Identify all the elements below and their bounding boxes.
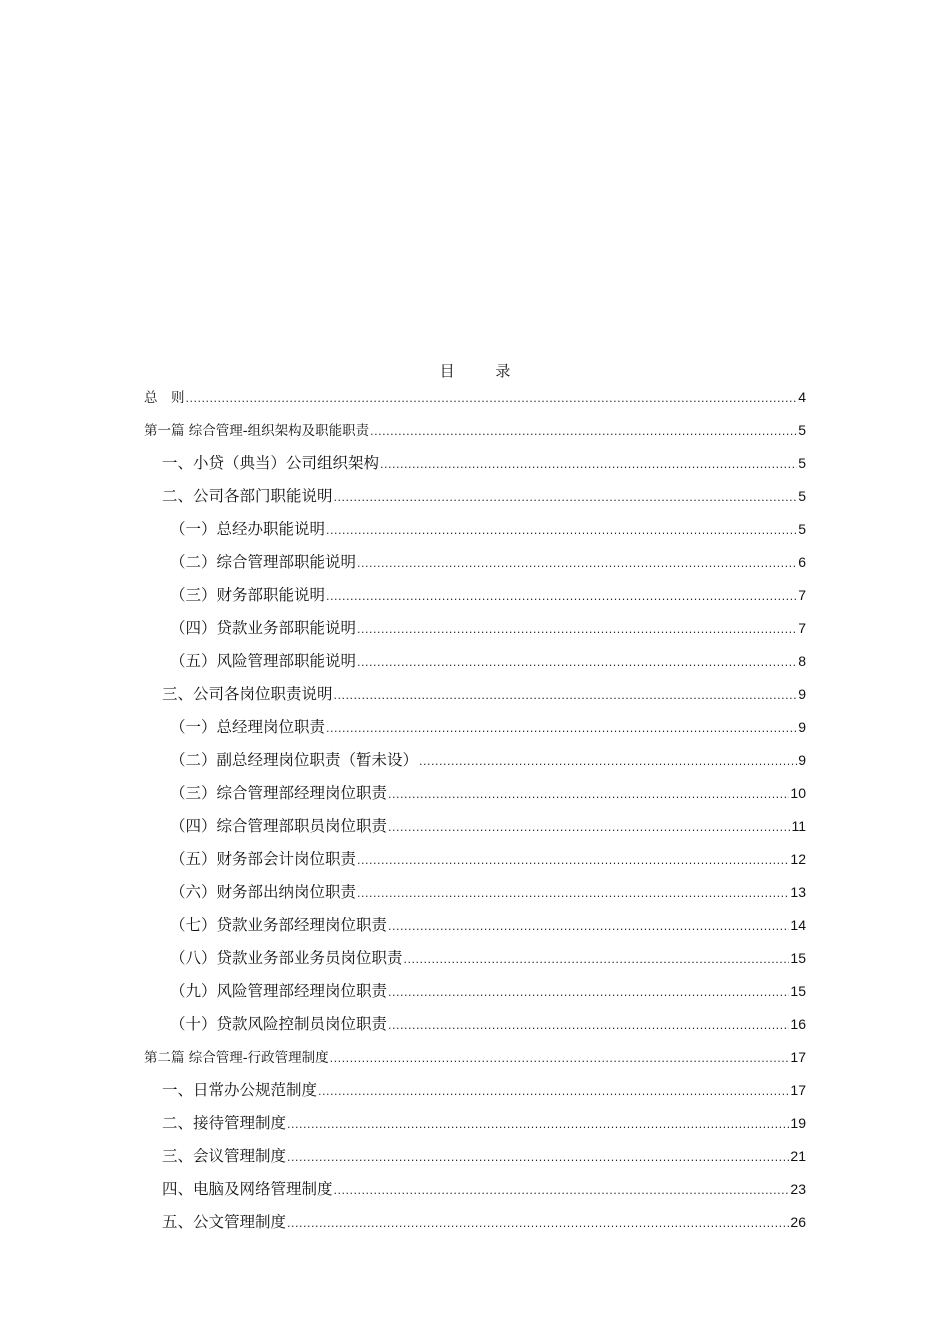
toc-entry[interactable] xyxy=(144,414,806,447)
toc-entry[interactable] xyxy=(144,1074,806,1107)
toc-entry-page: 9 xyxy=(798,752,806,768)
toc-entry-page: 17 xyxy=(790,1082,806,1098)
toc-leader-dots xyxy=(380,448,797,481)
toc-entry-page: 19 xyxy=(790,1115,806,1131)
toc-entry-page: 5 xyxy=(798,422,806,438)
toc-leader-dots xyxy=(357,613,797,646)
toc-leader-dots xyxy=(419,745,797,778)
toc-entry-page: 26 xyxy=(790,1214,806,1230)
toc-entry-page: 7 xyxy=(798,620,806,636)
toc-entry[interactable] xyxy=(144,909,806,942)
toc-entry[interactable] xyxy=(144,678,806,711)
toc-leader-dots xyxy=(334,679,798,712)
toc-leader-dots xyxy=(326,712,797,745)
toc-entry[interactable] xyxy=(144,1206,806,1239)
toc-leader-dots xyxy=(334,1174,790,1207)
toc-entry-page: 12 xyxy=(790,851,806,867)
toc-entry-label: 第一篇 综合管理-组织架构及职能职责 xyxy=(144,423,370,439)
toc-entry-label: （九）风险管理部经理岗位职责 xyxy=(170,982,388,1000)
toc-entry[interactable] xyxy=(144,546,806,579)
toc-entry-page: 13 xyxy=(790,884,806,900)
toc-entry-label: 第二篇 综合管理-行政管理制度 xyxy=(144,1050,329,1066)
table-of-contents xyxy=(144,381,806,1239)
toc-leader-dots xyxy=(334,481,798,514)
toc-entry-label: 五、公文管理制度 xyxy=(162,1213,287,1231)
toc-entry-page: 21 xyxy=(790,1148,806,1164)
toc-entry[interactable] xyxy=(144,447,806,480)
toc-entry-label: 三、会议管理制度 xyxy=(162,1147,287,1165)
toc-entry-label: 三、公司各岗位职责说明 xyxy=(162,685,333,703)
toc-entry[interactable] xyxy=(144,1008,806,1041)
toc-entry[interactable] xyxy=(144,843,806,876)
toc-entry-page: 23 xyxy=(790,1181,806,1197)
toc-entry-label: （六）财务部出纳岗位职责 xyxy=(170,883,357,901)
toc-entry-label: （五）风险管理部职能说明 xyxy=(170,652,357,670)
toc-leader-dots xyxy=(326,514,797,547)
toc-entry[interactable] xyxy=(144,513,806,546)
toc-entry-label: 四、电脑及网络管理制度 xyxy=(162,1180,333,1198)
toc-leader-dots xyxy=(357,844,789,877)
toc-entry-page: 4 xyxy=(798,389,806,405)
toc-entry[interactable] xyxy=(144,1107,806,1140)
toc-entry-label: 二、公司各部门职能说明 xyxy=(162,487,333,505)
toc-entry-label: （一）总经理岗位职责 xyxy=(170,718,326,736)
toc-entry[interactable] xyxy=(144,711,806,744)
toc-leader-dots xyxy=(388,910,789,943)
toc-entry[interactable] xyxy=(144,975,806,1008)
toc-leader-dots xyxy=(404,943,790,976)
toc-entry-page: 5 xyxy=(798,521,806,537)
toc-entry-page: 15 xyxy=(790,950,806,966)
toc-leader-dots xyxy=(357,547,797,580)
toc-entry-label: 一、小贷（典当）公司组织架构 xyxy=(162,454,380,472)
toc-entry[interactable] xyxy=(144,612,806,645)
toc-entry-label: （五）财务部会计岗位职责 xyxy=(170,850,357,868)
toc-entry-label: （三）财务部职能说明 xyxy=(170,586,326,604)
toc-entry[interactable] xyxy=(144,381,806,414)
toc-entry-label: （二）综合管理部职能说明 xyxy=(170,553,357,571)
toc-leader-dots xyxy=(370,415,797,448)
toc-leader-dots xyxy=(287,1108,789,1141)
toc-entry-label: （十）贷款风险控制员岗位职责 xyxy=(170,1015,388,1033)
toc-leader-dots xyxy=(388,811,790,844)
toc-entry[interactable] xyxy=(144,1173,806,1206)
toc-leader-dots xyxy=(330,1042,790,1075)
toc-entry-label: （二）副总经理岗位职责（暂未设） xyxy=(170,751,419,769)
toc-entry-label: 总 则 xyxy=(144,390,185,406)
toc-entry[interactable] xyxy=(144,480,806,513)
toc-entry-page: 17 xyxy=(790,1049,806,1065)
toc-leader-dots xyxy=(287,1207,789,1240)
toc-entry-page: 9 xyxy=(798,686,806,702)
toc-leader-dots xyxy=(357,646,797,679)
toc-entry[interactable] xyxy=(144,876,806,909)
toc-entry-page: 11 xyxy=(791,818,806,834)
toc-leader-dots xyxy=(388,1009,789,1042)
toc-leader-dots xyxy=(357,877,789,910)
toc-entry-page: 15 xyxy=(790,983,806,999)
toc-leader-dots xyxy=(287,1141,789,1174)
toc-entry[interactable] xyxy=(144,777,806,810)
toc-entry-page: 7 xyxy=(798,587,806,603)
toc-entry-label: （七）贷款业务部经理岗位职责 xyxy=(170,916,388,934)
toc-entry-label: 一、日常办公规范制度 xyxy=(162,1081,318,1099)
toc-entry-label: （一）总经办职能说明 xyxy=(170,520,326,538)
toc-entry[interactable] xyxy=(144,1041,806,1074)
toc-entry-label: （八）贷款业务部业务员岗位职责 xyxy=(170,949,403,967)
toc-entry-page: 8 xyxy=(798,653,806,669)
toc-entry-page: 10 xyxy=(790,785,806,801)
toc-entry[interactable] xyxy=(144,645,806,678)
toc-entry-page: 9 xyxy=(798,719,806,735)
toc-entry-page: 5 xyxy=(798,455,806,471)
toc-entry[interactable] xyxy=(144,744,806,777)
toc-leader-dots xyxy=(186,382,798,415)
toc-entry[interactable] xyxy=(144,579,806,612)
toc-leader-dots xyxy=(388,976,789,1009)
toc-entry-page: 5 xyxy=(798,488,806,504)
toc-entry-label: 二、接待管理制度 xyxy=(162,1114,287,1132)
toc-entry-label: （四）贷款业务部职能说明 xyxy=(170,619,357,637)
toc-leader-dots xyxy=(318,1075,789,1108)
toc-entry-page: 16 xyxy=(790,1016,806,1032)
toc-entry-label: （三）综合管理部经理岗位职责 xyxy=(170,784,388,802)
toc-entry[interactable] xyxy=(144,942,806,975)
toc-leader-dots xyxy=(388,778,789,811)
toc-entry[interactable] xyxy=(144,1140,806,1173)
toc-title: 目 录 xyxy=(439,362,529,380)
toc-entry-label: （四）综合管理部职员岗位职责 xyxy=(170,817,388,835)
toc-entry-page: 14 xyxy=(790,917,806,933)
toc-entry-page: 6 xyxy=(798,554,806,570)
toc-entry[interactable] xyxy=(144,810,806,843)
toc-leader-dots xyxy=(326,580,797,613)
